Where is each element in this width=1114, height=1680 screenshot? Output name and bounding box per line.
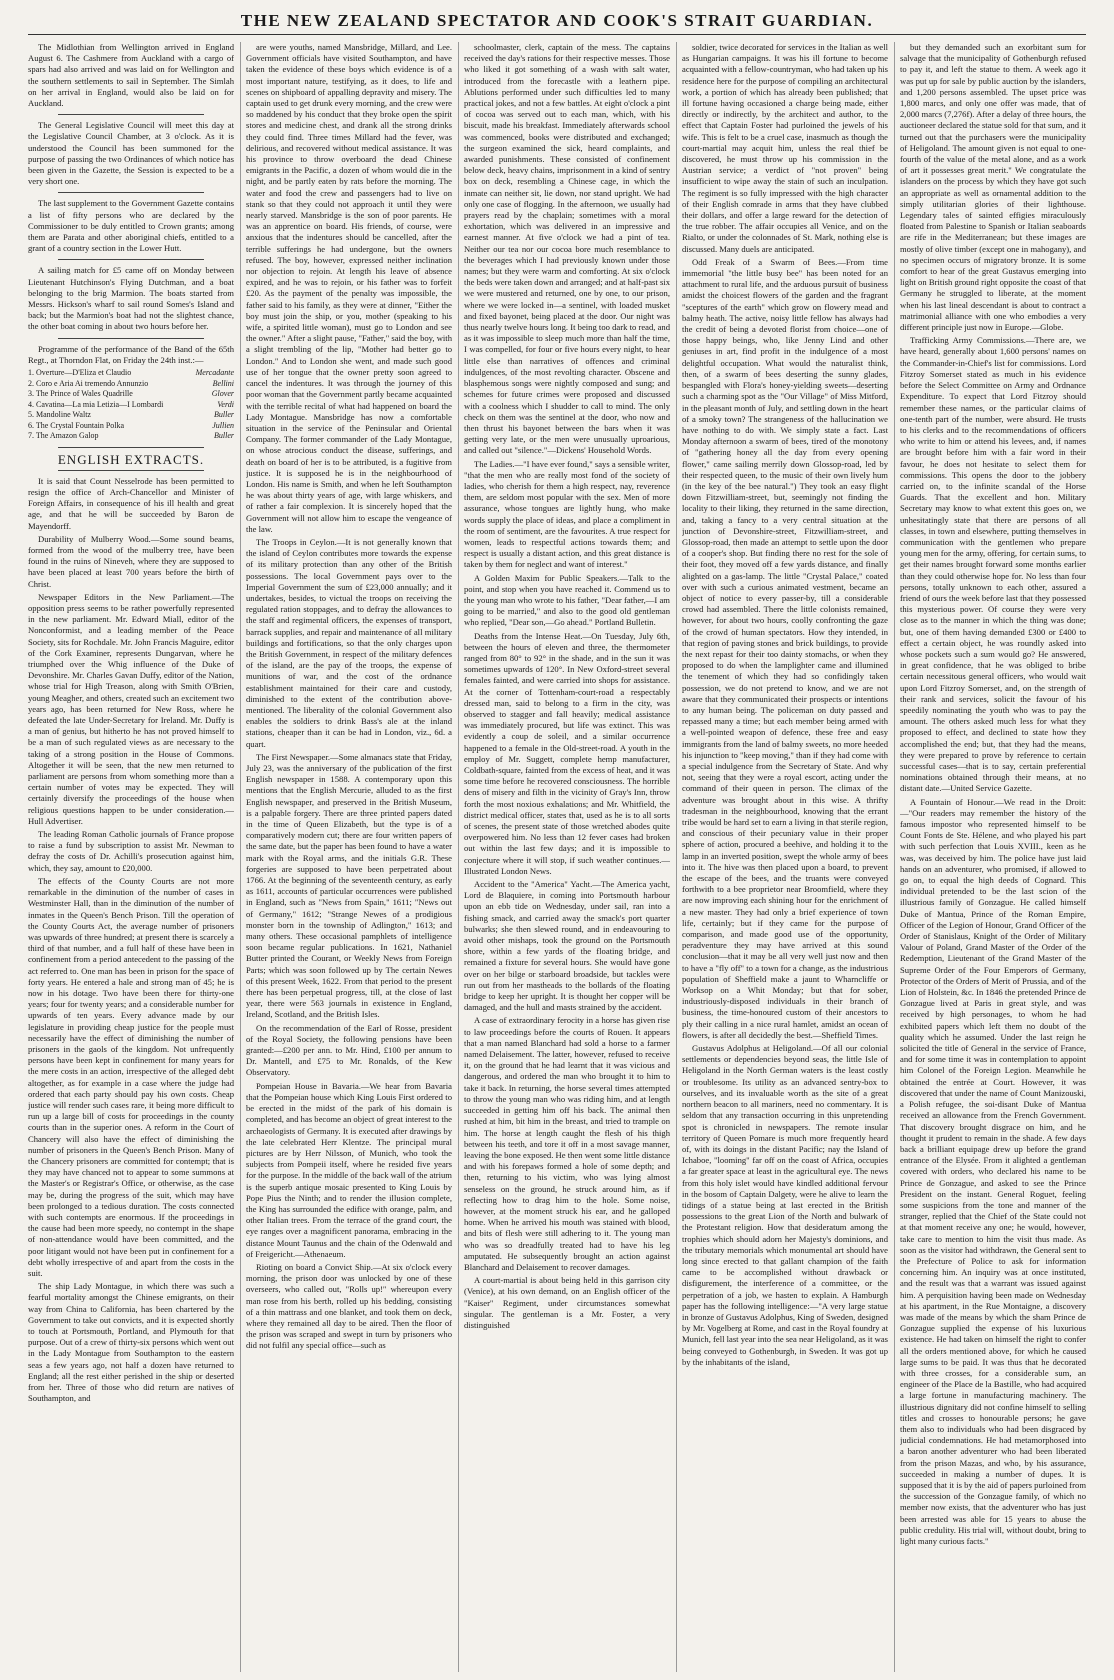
programme-item: 4. Cavatina—La mia Letizia—I Lombardi Verdi bbox=[28, 399, 234, 409]
divider bbox=[58, 447, 204, 448]
divider bbox=[58, 259, 204, 260]
article-paragraph: The ship Lady Montague, in which there was such a fearful mortality amongst the Chinese emigrants, on their way from China to California, has been chartered by the Government to take out convicts, and it is expected shortly to touch at Portsmouth, Portland, and Plymouth for that purpose. Out of a crew of thirty-six persons which went out in the Lady Montague from Southampton to the eastern seas a few years ago, not half a dozen have returned to England; all the rest either perished in the ship or deserted from her. Three of those who did return are natives of Southampton, and bbox=[28, 1281, 234, 1404]
column-rule bbox=[894, 42, 895, 1672]
column-3 bbox=[464, 42, 670, 1672]
band-programme-intro: Programme of the performance of the Band of the 65th Regt., at Thorndon Flat, on Friday the 24th inst.:— bbox=[28, 343, 234, 365]
article-paragraph: Durability of Mulberry Wood.—Some sound beams, formed from the wood of the mulberry tree, have been found in the ruins of Nineveh, where they are supposed to have been placed at least 700 years before the birth of Christ. bbox=[28, 533, 234, 589]
masthead bbox=[0, 0, 1114, 36]
programme-item: 1. Overture—D'Eliza et Claudio Mercadante bbox=[28, 368, 234, 378]
article-paragraph: A case of extraordinary ferocity in a horse has given rise to law proceedings before the courts of Rouen. It appears that a man named Blanchard had sold a horse to a farmer named Delaisement. The latter, however, refused to receive it, on the ground that he had learnt that it was vicious and dangerous, and ordered the man who brought it to him to take it back. In returning, the horse several times attempted to throw the young man who was riding him, and at length succeeded in getting him off his back. The animal then rushed at him, bit him in the breast, and tried to trample on him. The horse at length caught the flesh of his thigh between his teeth, and tore it off in a most savage manner, leaving the bone exposed. He then went some little distance and with his forepaws formed a hole of some depth; and then, returning to his victim, who was lying almost senseless on the ground, he struck around him, as if reflecting how to drag him to the hole. Some noise, however, at the moment struck his ear, and he galloped home. When he arrived his mouth was stained with blood, and bits of flesh were still adhering to it. The young man who was so dreadfully treated had to have his leg amputated. He subsequently brought an action against Blanchard and Delaisement to recover damages. bbox=[464, 1015, 670, 1272]
article-paragraph: The Troops in Ceylon.—It is not generally known that the island of Ceylon contributes more towards the expense of its military protection than any other of the British possessions. The local Government pays over to the Imperial Government the sum of £23,000 annually; and it undertakes, besides, to victual the troops on receiving the regulated ration stoppages, and to defray the allowances to the staff and regimental officers, the expenses of transport, barrack supplies, and repair and maintenance of all military buildings and fortifications, so that the only charges upon the British Government, in respect of the military defences of the island, are the pay of the troops, the expense of munitions of war, and the cost of the ordnance establishment maintained for their care and custody, diminished to the extent of the contribution above-mentioned. The liberality of the colonial Government also enables the soldiers to drink Bass's ale at the inland stations, cheaper than it can be had in London, viz., 6d. a quart. bbox=[246, 536, 452, 749]
column-5 bbox=[900, 42, 1086, 1672]
article-paragraph: The Ladies.—"I have ever found," says a sensible writer, "that the men who are really most fond of the society of ladies, who cherish for them a high respect, nay, reverence them, are seldom most popular with the sex. Men of more assurance, whose tongues are lightly hung, who make words supply the place of ideas, and place a compliment in the room of sentiment, are the favourites. A true respect for women, leads to respectful actions towards them; and respect is usually a distant action, and this great distance is taken by them for neglect and want of interest." bbox=[464, 458, 670, 570]
article-paragraph: Odd Freak of a Swarm of Bees.—From time immemorial "the little busy bee" has been noted for an attachment to rural life, and the arduous pursuit of business amidst the choicest flowers of the garden and the fragrant "sceptures of the earth" which grow on flowery mead and balmy heath. The active, noisy little fellow has always had the credit of being a devoted florist from choice—one of those happy beings, who, like Jenny Lind and other geniuses in art, find profit in the indulgence of a most delightful occupation. What would the naturalist think, then, of a swarm of bees deserting the sunny glades, bespangled with Flora's honey-yielding sweets—deserting such a charming spot as the "Our Village" of Miss Mitford, in the pleasant month of July, and settling down in the heart of a smoky town? The strangeness of the hallucination we have nothing to do with. We simply state a fact. Last Monday afternoon a swarm of bees, tired of the monotony of "gathering honey all the day from every opening flower," came sailing merrily down Glossop-road, led by their respected queen, to the music of their own lively hum (in the key of the bee natural.") They took an easy flight down Fitzwilliam-street, but, seemingly not finding the locality to their liking, they returned in the same direction, and, taking a fancy to a very central situation at the junction of Devonshire-street, Fitzwilliam-street, and Glossop-road, then made an attempt to settle upon the door of a cooper's shop. But finding there no rest for the sole of their foot, they moved off a few yards distance, and finally alighted on a gas-lamp. The little "Crystal Palace," coated over with such a curious animated vestment, became an object of notice to every passer-by, till a considerable crowd had assembled. There the little colonists remained, however, for about two hours, coolly confronting the gaze of the crowd of human spectators. How they intended, in that region of paving stones and brick buildings, to provide the next repast for their too dainty stomachs, or when they proposed to do when the lamplighter came and illumined the tenement of which they had so confidingly taken possession, we do not pretend to know, and we are not aware that they communicated their prospects or intentions to any human being. The policeman on duty passed and repassed many a time; but each member being armed with a well-pointed weapon of defence, these free and easy immigrants from the land of balmy sweets, no more heeded his injunction to "keep moving," than if they had come with a special indulgence from the Secretary of State. And why not, seeing that they were a royal escort, acting under the command of their queen in person. The climax of the adventure was brought about in this wise. A thrifty tradesman in the neighbourhood, knowing that the errant tribe would be hard set to earn a living in that sterile region, and conscious of their pecuniary value in their proper sphere of action, procured a beehive, and holding it to the lamp in an inverted position, swept the whole army of bees into it. The hive was then placed upon a board, to prevent the escape of the bees, and the truants were conveyed forthwith to a bee proprietor near Broomfield, where they are now improving each shining hour for the enrichment of a new master. They had only a brief experience of town life, certainly; but if they came for the purpose of comparison, and made good use of the opportunity, peradventure they may have arrived at this sound conclusion—that it may be all very well just now and then to have a "fly off" to a town for a change, as the industrious population of Sheffield make a jaunt to Wharncliffe or Worksop on a Whit Monday; but that for sober, industriously-disposed individuals in their branch of business, the time-honoured custom of their ancestors to ply their calling in a nice rural hamlet, amidst an ocean of flowers, is after all decidedly the best.—Sheffield Times. bbox=[682, 256, 888, 1040]
article-paragraph: The effects of the County Courts are not more remarkable in the diminution of the number of cases in Westminster Hall, than in the diminution of the number of inmates in the Queen's Bench Prison. Till the operation of the County Courts Act, the average number of prisoners was upwards of three hundred; at present there is scarcely a third of that number, and a full half of these have been in confinement from a period antecedent to the passing of the act referred to. One man has been in prison for the space of forty years. He entered a hale and strong man of 45; he is now in his dotage. Two have been there for thirty-one years; four for twenty years; and a considerable number for upwards of ten years. Every advance made by our legislature in providing cheap justice for the people must necessarily have the effect of diminishing the number of prisoners in the gaols of the kingdom. Not unfrequently persons have been kept in confinement for many years for the mere costs in an action, irrespective of the alleged debt altogether, as for example in a case where the judge had ordered that each party should pay his own costs. Cheap justice will render such cases rare, it being more difficult to run up a large bill of costs for proceedings in the county courts than in the superior ones. A reform in the Court of Chancery will also have the effect of diminishing the number of prisoners in the Queen's Bench Prison. Many of the Chancery prisoners are committed for contempt; that is they may have chanced not to appear to some summons at the Master's or Registrar's Office, or otherwise, as the case may be, during the progress of the suit, which may have been prolonged to a tedious duration. The costs connected with such contempts are enormous. If the proceedings in the cause had been more speedy, no contempt in the shape of non-attendance would have been committed, and the poor litigant would not have been put in confinement for a debt wholly irrespective of and apart from the costs in the suit. bbox=[28, 875, 234, 1278]
sailing-match-paragraph: A sailing match for £5 came off on Monday between Lieutenant Hutchinson's Flying Dutchman, and a boat belonging to the brig Marmion. The boats started from Messrs. Hickson's wharf to sail round Somes's Island and back; but the Marmion's boat had not the slightest chance, the other boat coming in about two hours before her. bbox=[28, 265, 234, 332]
divider bbox=[58, 470, 204, 471]
programme-item: 5. Mandoline Waltz Buller bbox=[28, 410, 234, 420]
legislative-council-paragraph: The General Legislative Council will meet this day at the Legislative Council Chamber, at 3 o'clock. As it is understood the Council has been summoned for the purpose of passing the two Ordinances of which notice has been given in the Gazette, the Session is expected to be a very short one. bbox=[28, 120, 234, 187]
article-paragraph: The leading Roman Catholic journals of France propose to raise a fund by subscription to assist Mr. Newman to defray the costs of Dr. Achilli's prosecution against him, which, they say, amount to £20,000. bbox=[28, 829, 234, 873]
programme-item: 6. The Crystal Fountain Polka Jullien bbox=[28, 420, 234, 430]
article-paragraph: Trafficking Army Commissions.—There are, we have heard, generally about 1,600 persons' names on the Commander-in-Chief's list for commissions. Lord Fitzroy Somerset stated as much in his evidence before the Select Committee on Army and Ordnance Expenditure. To expect that Lord Fitzroy should remember these names, or the particular claims of one-tenth part of the number, were absurd. He trusts to his clerks and to the recommendations of officers who write to him or attend his levees, and, if names are brought before him with a fair word in their favour, he does not hesitate to select them for commissions. This opens the door to the jobbery carried on, to the infinite scandal of the Horse Guards. That the excellent and hon. Military Secretary may know to what extent this goes on, we unhesitatingly state that there are persons of all classes, in town and elsewhere, putting themselves in communication with the gentlemen who prepare young men for the army, offering, for certain sums, to get their names brought forward some months earlier than they could otherwise hope for. No less than four persons, totally unknown to each other, assured a friend of ours the week before last that they possessed this mysterious power. Of course they were very close as to the manner in which the thing was done; but, one of them having demanded £300 or £400 to effect a certain object, he was roundly asked into whose pockets such a sum would go? He answered, in great confidence, that he was obliged to bribe certain necessitous general officers, who would wait upon Lord Fitzroy Somerset, and, on the strength of their rank and services, solicit the favour of his speedily nominating the youth who was to pay the amount. The others asked much less for what they proposed to effect, and declined to state how they accomplished the end; but, that they had the means, they were prepared to prove by reference to certain successful cases—that is to say, certain preferential nominations obtained through their means, at no distant date.—United Service Gazette. bbox=[900, 335, 1086, 794]
article-paragraph: A Fountain of Honour.—We read in the Droit:—"Our readers may remember the history of the famous impostor who represented himself to be Count Fonts de Ste. Hélene, and who played his part with such perfection that Louis XVIII., keen as he was, was deceived by him. The police have just laid hands on an adventurer, who promised, if allowed to go on, to equal the high deeds of Cognard. This individual pretended to be the last scion of the illustrious family of Gonzague. He called himself Duke of Mantua, Prince of the Roman Empire, Officer of the Legion of Honour, Grand Officer of the Order of Stanislaus, Knight of the Order of Military Valour of Poland, Grand Master of the Order of the Redemption, Lieutenant of the Grand Master of the Supreme Order of the Four Emperors of Germany, Protector of the Orders of Merit of Prussia, and of the Lion of Holstein, &c. In 1846 the pretended Prince de Gonzague lived at Paris in great style, and was received by high personages, to whom he had exhibited papers which left them no doubt of the quality which he assumed. Under the last reign he solicited the title of General in the service of France, and for some time it was in contemplation to appoint him Colonel of the Foreign Legion. Meanwhile he obtained the entrée at Court. However, it was discovered that under the name of Count Manizouski, a Polish refugee, the soi-disant Duke of Mantua received an allowance from the French Government. That discovery brought disgrace on him, and he thought it prudent to remain in the shade. A few days back a brilliant equipage drew up before the grand entrance of the Elysée. From it alighted a gentleman covered with orders, who declared his name to be Prince de Gonzague, and asked to see the Prince President on the instant. General Roguet, feeling some suspicions from the tone and manner of the stranger, replied that the Chief of the State could not at that moment receive any one; he would, however, take care to mention to him the visit thus made. As soon as the visitor had withdrawn, the General sent to the Prefecture of Police to ask for information concerning him. An inquiry was at once instituted, and the result was that a warrant was issued against him. A perquisition having been made on Wednesday at his apartment, in the Rue Montaigne, a discovery was made of the means by which the sham Prince de Gonzague supplied the expense of his luxurious existence. He had taken on himself the right to confer all the orders mentioned above, for which he caused large sums to be paid. It was thus that he decorated with three crosses, for a considerable sum, an engineer of the Place de la Bastille, who had acquired a large fortune in manufacturing machinery. The illustrious dignitary did not confine himself to selling titles and crosses to honourable persons; he gave them also to individuals who had been disgraced by judicial condemnations. He had metamorphosed into a baron another adventurer who had been liberated from the prison Mazas, and who, by his assurance, succeeded in making a number of dupes. It is supposed that it is by the aid of papers purloined from the succession of the Gonzague family, of which no member now exists, that the adventurer who has just been arrested was able for 15 years to abuse the public credulity. His trial will, without doubt, bring to light many curious facts." bbox=[900, 796, 1086, 1547]
column-2 bbox=[246, 42, 452, 1672]
shipping-news-paragraph: The Midlothian from Wellington arrived in England August 6. The Cashmere from Auckland with a cargo of spars had also arrived and was laid on for Wellington and the southern settlements to sail in September. The Simlah on her arrival in England, would also be laid on for Auckland. bbox=[28, 42, 234, 109]
newspaper-title: THE NEW ZEALAND SPECTATOR AND COOK'S STRAIT GUARDIAN. bbox=[240, 11, 874, 30]
column-rule bbox=[676, 42, 677, 1672]
article-paragraph: soldier, twice decorated for services in the Italian as well as Hungarian campaigns. It was his ill fortune to become acquainted with a fellow-countryman, who had taken up his residence here for the purpose of compiling an architectural work, a portion of which has already been published; that ill fortune having occasioned a charge being made, either directly or indirectly, by the architect and author, to the effect that Captain Foster had purloined the jewels of his wife. This is felt to be a cruel case, inasmuch as though the court-martial may acquit him, unless the real thief be discovered, he must throw up his commission in the Austrian service; a verdict of "not proven" being insufficient to wipe away the stain of such an inculpation. The regiment is so fully impressed with the high character of their English comrade in arms that they have clubbed their dollars, and offer a large reward for the detection of the true robber. The affair occupies all Venice, and on the Rialto, or under the colonnades of St. Mark, nothing else is discussed. Many duels are anticipated. bbox=[682, 42, 888, 254]
article-paragraph: but they demanded such an exorbitant sum for salvage that the municipality of Gothenburgh refused to pay it, and left the statue to them. A week ago it was put up for sale by public auction by the islanders, and 1,200 persons assembled. The upset price was 1,800 marcs, and only one offer was made, that of 2,000 marcs (7,276f). After a delay of three hours, the auctioneer declared the statue sold for that sum, and it turned out that the purchasers were the municipality of Heligoland. The amount given is not equal to one-fourth of the value of the metal alone, and as a work of art it possesses great merit." We congratulate the islanders on the process by which they have got such an appropriate as well as ornamental addition to the simply utilitarian glories of their lighthouse. Legendary tales of sainted effigies miraculously floated from Palestine to Spanish or Italian seaboards are rife in the Mediterranean; but these images are mostly of olive timber (except one in mahogany), and no specimen occurs of migratory bronze. It is some comfort to hear of the great Gustavus emerging into light on British ground right opposite the coast of that Germany he struggled to liberate, at the moment when his last lineal descendant is about to contract a matrimonial alliance with one who embodies a very different principle just now in Europe.—Globe. bbox=[900, 42, 1086, 333]
article-paragraph: are were youths, named Mansbridge, Millard, and Lee. Government officials have visited Southampton, and have taken the evidence of these boys which evidence is of a most important nature, testifying, as it does, to life and scenes on shipboard of appalling depravity and misery. The captain used to get drunk every morning, and the crew were so maddened by his conduct that they broke open the spirit stores and medicine chest, and drank all the strong drinks they could find. Three times Millard had the fever, was delirious, and recovered without medical assistance. It was his province to throw overboard the dead Chinese emigrants in the Pacific, a dozen of whom would die in the night, and be partly eaten by rats before the morning. The water and food the crew and passengers had to live on stank so that they could not approach it until they were nearly starved. Mansbridge is the son of poor parents. He was an apprentice on board. His friends, of course, were anxious that the indentures should be cancelled, after the terrible sufferings he had undergone, but the owners refused. The boy, however, expressed neither inclination nor objection to rejoin. At length his leave of absence expired, and he was to rejoin, or his father was to forfeit £20. As the payment of the penalty was impossible, the father said to his family, as they were at dinner, "Either the boy must join the ship, or you, mother (speaking to his wife, a spirited little woman), must go to London and see the owner." After a slight pause, "Father," said the boy, with a slight trembling of the lip, "Mother had better go to London." And to London she went, and made such good use of her tongue that the owner pretty soon agreed to cancel the indentures. It was through the journey of this poor woman that the Government partly became acquainted with the terrible recital of what had happened on board the Lady Montague. Mansbridge has now a comfortable situation in the service of the Peninsular and Oriental Company. The former commander of the Lady Montague, on whose atrocious conduct the disease, sufferings, and death on board of her is to be attributed, is a fugitive from justice. It is supposed he is in the neighbourhood of London. His name is Smith, and when he left Southampton he was about thirty years of age, with large whiskers, and of rather a fair complexion. It is sincerely hoped that the Government will not allow him to escape the vengeance of the law. bbox=[246, 42, 452, 534]
programme-item: 3. The Prince of Wales Quadrille Glover bbox=[28, 389, 234, 399]
article-paragraph: It is said that Count Nesselrode has been permitted to resign the office of Arch-Chancellor and Minister of Foreign Affairs, in consequence of his ill health and great age, and that he will be succeeded by Baron de Mayendorff. bbox=[28, 475, 234, 531]
section-heading: ENGLISH EXTRACTS. bbox=[57, 451, 205, 467]
article-paragraph: The First Newspaper.—Some almanacs state that Friday, July 23, was the anniversary of the publication of the first English newspaper in 1588. A contemporary upon this mentions that the English Mercurie, alluded to as the first English newspaper, and preserved in the British Museum, is a palpable forgery. There are three printed papers dated in the time of Queen Elizabeth, but the type is of a comparatively modern cut; there are four written papers of the same date, but the paper has been found to have a water mark with the Royal arms, and the initials G.R. These forgeries are supposed to have been perpetrated about 1766. At the beginning of the seventeenth century, as early as 1611, accounts of particular occurrences were published in England, such as "News from Spain," 1611; "News out of Germany," 1612; "Strange Newes of a prodigious monster born in the township of Adlington," 1613; and many others. These occasional pamphlets of intelligence soon became regular publications. In 1621, Nathaniel Butter printed the Courant, or Weekly News from Foreign Parts; which was soon followed up by The certain Newes of this present Week, 1622. From that period to the present there has been perpetual progress, till, at the close of last year, there were 563 journals in existence in England, Ireland, Scotland, and the British Isles. bbox=[246, 751, 452, 1020]
article-paragraph: A court-martial is about being held in this garrison city (Venice), at his own demand, on an English officer of the "Kaiser" Regiment, under circumstances somewhat singular. The gentleman is a Mr. Foster, a very distinguished bbox=[464, 1275, 670, 1330]
article-paragraph: Gustavus Adolphus at Heligoland.—Of all our colonial settlements or dependencies beyond seas, the little Isle of Heligoland in the North German waters is the least costly or troublesome. Its utility as an advanced sentry-box to ourselves, and its invaluable worth as the site of a great northern beacon to all mariners, need no commentary. It is seldom that any transaction occurring in this unpretending spot is chronicled in newspapers. The remote insular territory of Queen Pomare is much more frequently heard of, with its doings in the distant Pacific; nay the Island of Ichaboe, "looming" far off on the coast of Africa, occupies a far greater space at least in the agricultural eye. The news from this holy islet would have kindled additional fervour in the bosom of Captain Dalgety, were he alive to learn the tidings of a statue being at last erected in the British possessions to the great Lion of the North and bulwark of the Protestant religion. How that desideratum among the trophies which should adorn her Majesty's dominions, and the tributary memorials which monumental art should have long since erected to that gallant champion of the faith came to be accomplished without drawback or disfigurement, the interference of a committee, or the perpetration of a job, we hasten to explain. A Hamburgh paper has the following intelligence:—"A very large statue in bronze of Gustavus Adolphus, King of Sweden, designed by Mr. Vogelberg at Rome, and cast in the Royal foundry at Munich, fell last year into the sea near Heligoland, as it was being conveyed to Gothenburgh, in Sweden. It was got up by the inhabitants of the island, bbox=[682, 1043, 888, 1367]
divider bbox=[58, 114, 204, 115]
article-paragraph: On the recommendation of the Earl of Rosse, president of the Royal Society, the following pensions have been granted:—£200 per ann. to Mr. Hind, £100 per annum to Dr. Mantell, and £75 to Mr. Ronalds, of the Kew Observatory. bbox=[246, 1022, 452, 1078]
column-rule bbox=[240, 42, 241, 1672]
article-paragraph: Pompeian House in Bavaria.—We hear from Bavaria that the Pompeian house which King Louis First ordered to be erected in the midst of the park of his domain is completed, and has become an object of great interest to the archaeologists of Germany. It is executed after drawings by the late celebrated Herr Klentze. The principal mural pictures are by Herr Nilsson, of Munich, who took the subjects from Pompeii itself, where he resided five years for the purpose. In the middle of the back wall of the atrium is the superb antique mosaic presented to King Louis by Pope Pius the Ninth; and to render the illusion complete, the King has surrounded the edifice with orange, palm, and other Italian trees. From the terrace of the grand court, the eye ranges over a magnificent panorama, embracing in the distance Mount Taunus and the chain of the Odenwald and of Freigericht.—Athenaeum. bbox=[246, 1080, 452, 1259]
divider bbox=[58, 192, 204, 193]
column-1 bbox=[28, 42, 234, 1672]
article-paragraph: Deaths from the Intense Heat.—On Tuesday, July 6th, between the hours of eleven and three, the thermometer ranged from 80° to 92° in the shade, and in the sun it was sometimes upwards of 120°. In New Oxford-street several females fainted, and were carried into shops for assistance. At the corner of Tottenham-court-road a respectably dressed man, said to belong to a firm in the city, was observed to stagger and fall heavily; medical assistance was immediately procured, but life was extinct. This was evidently a coup de soleil, and a similar occurrence happened to a female in the Old-street-road. A youth in the employ of Mr. Suggett, complete hemp manufacturer, Coldbath-square, fainted from the excess of heat, and it was some time before he recovered consciousness. The horrible dens of misery and filth in the vicinity of Gray's Inn, throw forth the most noxious exhalations; and Mr. Whitfield, the district medical officer, states that, used as he is to all sorts of scenes, the present state of those wretched abodes quite overpowered him. No less than 12 fever cases had broken out within the last few days; and it is impossible to conjecture where it will stop, if such weather continues.—Illustrated London News. bbox=[464, 630, 670, 876]
column-rule bbox=[458, 42, 459, 1672]
programme-item: 2. Coro e Aria Ai tremendo Annunzio Bellini bbox=[28, 378, 234, 388]
band-programme-list bbox=[28, 368, 234, 442]
columns bbox=[28, 42, 1088, 1672]
article-paragraph: schoolmaster, clerk, captain of the mess. The captains received the day's rations for their respective messes. Those who liked it got something of a wash with salt water, introduced from the forecastle with a leathern pipe. Ablutions performed under such difficulties led to many practical jokes, and not a few battles. At eight o'clock a pint of cocoa was served out to each man, which, with his biscuit, made his breakfast. Immediately afterwards school was commenced, books were distributed and exchanged; the surgeon examined the sick, heard complaints, and awarded punishments. These consisted of confinement below deck, heavy chains, imprisonment in a kind of sentry box on deck, resembling a Chinese cage, in which the inmate can neither sit, lie down, nor stand upright. We had only one case of flogging. In the afternoon, we usually had prayers read by the chaplain; sometimes with a moral exhortation, which was delivered in an impressive and earnest manner. At five o'clock we had a pint of tea. Neither our tea nor our cocoa bore much resemblance to the beverages which I had previously known under those names; but they were warm and comforting. At six o'clock the beds were taken down and arranged; and at half-past six we were mustered and returned, one by one, to our prison, where we were locked in—a sentinel, with loaded musket and fixed bayonet, being placed at the door. Our night was thus nearly twelve hours long. It being too dark to read, and as it was impossible to sleep much more than half the time, I was compelled, for four or five hours every night, to hear little else than narratives of offences and criminal indulgences, of the most revolting character. Obscene and blasphemous songs were nightly composed and sung; and schemes for future crimes were proposed and discussed with a coolness which I shudder to call to mind. The only check on them was the sentinel at the door, who now and then thrust his bayonet between the bars when it was getting very late, or the men were unusually uproarious, and called out "silence."—Dickens' Household Words. bbox=[464, 42, 670, 456]
article-paragraph: Rioting on board a Convict Ship.—At six o'clock every morning, the prison door was unlocked by one of these overseers, who called out, "Rolls up!" whereupon every man rose from his berth, rolled up his bedding, consisting of a thin mattrass and one blanket, and took them on deck, where they remained all day to be aired. Then the floor of the prison was scraped and swept in turn by prisoners who did not fulfil any special office—such as bbox=[246, 1261, 452, 1351]
article-paragraph: Accident to the "America" Yacht.—The America yacht, Lord de Blaquiere, in coming into Portsmouth harbour upon an ebb tide on Wednesday, under sail, ran into a fishing smack, and carried away the smack's port quarter bulwarks; she then slewed round, and in endeavouring to avoid other mishaps, took the ground on the Portsmouth shore, within a few yards of the floating bridge, and remained a fixture for several hours. She would have gone over on her bilge or starboard broadside, but tackles were run out from her mastheads to the bollards of the floating bridge to keep her upright. It is thought her copper will be damaged, and the hull and masts strained by the accident. bbox=[464, 879, 670, 1013]
column-4 bbox=[682, 42, 888, 1672]
article-paragraph: A Golden Maxim for Public Speakers.—Talk to the point, and stop when you have reached it. Commend us to the young man who wrote to his father, "Dear father,—I am going to be married," and also to the good old gentleman who replied, "Dear son,—Go ahead." Portland Bulletin. bbox=[464, 572, 670, 628]
gazette-paragraph: The last supplement to the Government Gazette contains a list of fifty persons who are declared by the Commissioner to be duly entitled to Crown grants; among them are Parata and other aboriginal chiefs, entitled to a grant of a country section in the Lower Hutt. bbox=[28, 198, 234, 254]
divider bbox=[58, 338, 204, 339]
masthead-rule bbox=[28, 34, 1086, 35]
programme-item: 7. The Amazon Galop Buller bbox=[28, 431, 234, 441]
article-paragraph: Newspaper Editors in the New Parliament.—The opposition press seems to be rather powerfully represented in the new parliament. Mr. Edward Miall, editor of the Nonconformist, and a leading member of the Peace Society, sits for Rochdale. Mr. John Francis Maguire, editor of the Cork Examiner, represents Dungarvan, where he triumphed over the Whig influence of the Duke of Devonshire. Mr. Charles Gavan Duffy, editor of the Nation, whose trial for High Treason, along with Smith O'Brien, young Meagher, and others, created such an excitement two years ago, has been returned for New Ross, where he defeated the late Under-Secretary for Ireland. Mr. Duffy is a man of genius, but hitherto he has not proved himself to be a man of such regulated views as are necessary to the taking of a strong position in the House of Commons. Altogether it will be seen, that the new men returned to parliament are persons from whom something more than a certain number of votes may be expected. They will certainly diversify the proceedings of the house when religious questions happen to be under consideration.—Hull Advertiser. bbox=[28, 591, 234, 826]
